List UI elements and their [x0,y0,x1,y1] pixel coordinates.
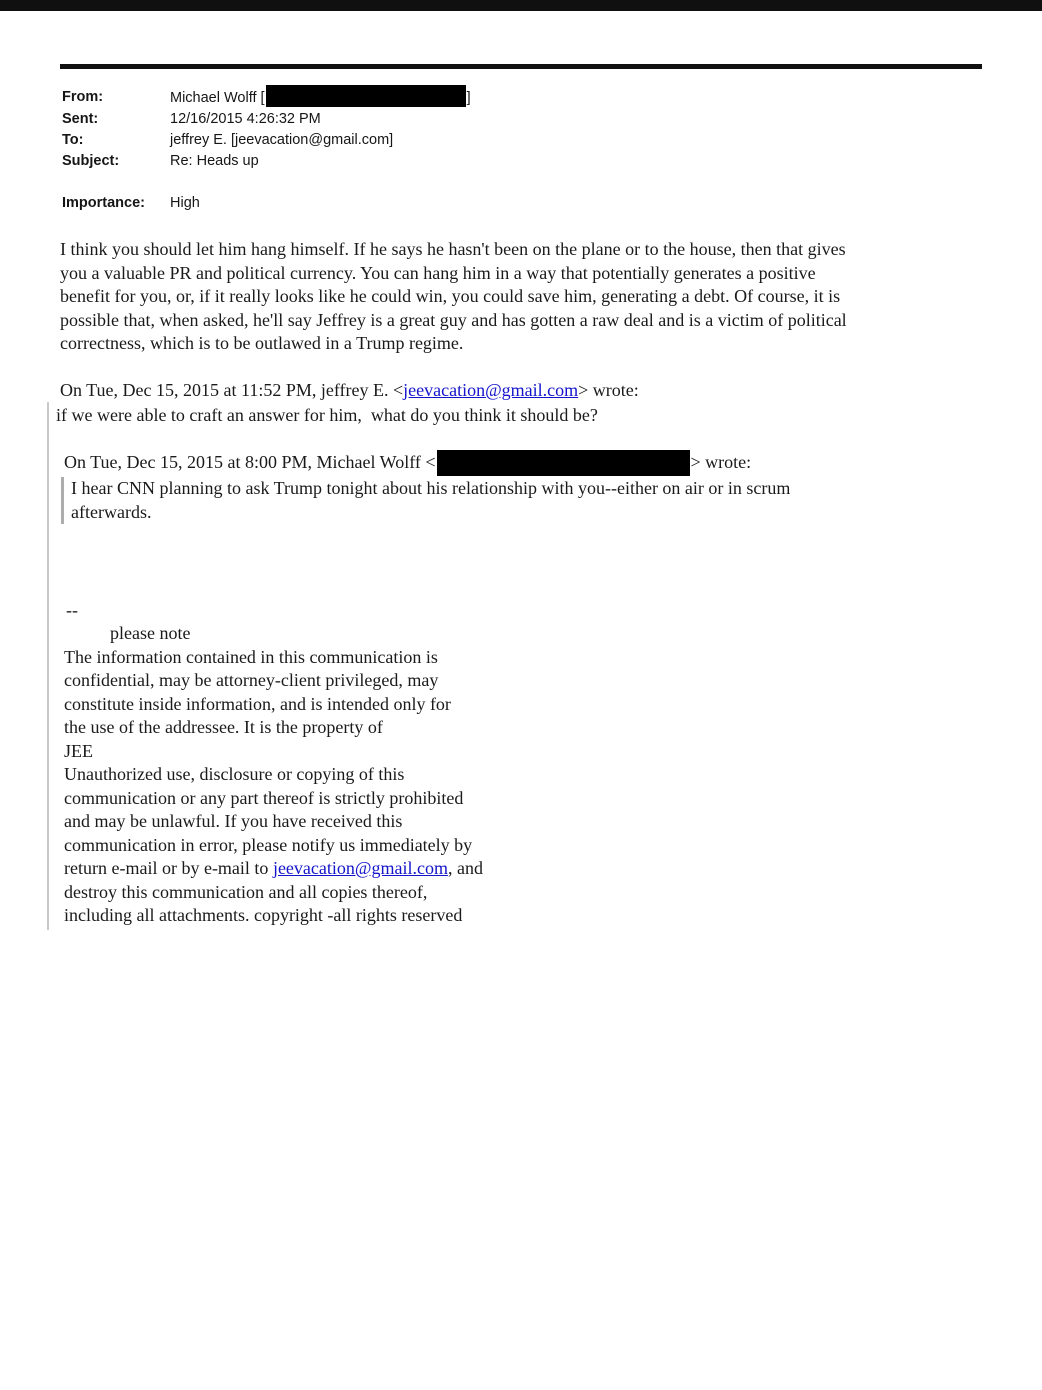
from-label: From: [62,89,104,105]
from-field [62,87,471,109]
quote2-attribution-pre: On Tue, Dec 15, 2015 at 8:00 PM, Michael Wolff < [64,452,436,473]
disclaimer-line: communication in error, please notify us immediately by [64,834,473,855]
redaction-bar-quote2 [437,450,690,476]
body-line: correctness, which is to be outlawed in a Trump regime. [60,333,464,353]
nested-quote-section [64,451,1012,524]
disclaimer-email-link[interactable]: jeevacation@gmail.com [272,858,448,878]
sent-label: Sent: [62,111,99,127]
email-body-paragraph [60,238,847,356]
body-line: I think you should let him hang himself. If he says he hasn't been on the plane or to the house, then that gives [60,239,846,259]
disclaimer-link-line [64,857,1012,881]
quote2-body-line: afterwards. [71,501,152,522]
quote-spacer [56,524,1012,548]
scan-top-edge-bar [0,0,1042,11]
quote-spacer [56,428,1012,452]
subject-value: Re: Heads up [170,153,259,169]
redaction-bar-from [266,85,466,107]
sent-value: 12/16/2015 4:26:32 PM [170,111,321,127]
disclaimer-line: including all attachments. copyright -all rights reserved [64,905,463,925]
from-value-suffix: ] [466,89,471,106]
legal-disclaimer [64,646,1012,928]
disclaimer-line: JEE [64,740,93,761]
quoted-message-block [47,402,1012,930]
quote-spacer [56,548,1012,572]
signature-note: please note [110,623,191,643]
body-line: you a valuable PR and political currency. You can hang him in a way that potentially generates a positive [60,262,816,283]
importance-value: High [170,195,200,211]
disclaimer-line: confidential, may be attorney-client privileged, may [64,670,439,690]
body-line: benefit for you, or, if it really looks like he could win, you could save him, generating a debt. Of course, it is [60,286,841,306]
email-header [62,87,471,214]
header-divider-rule [60,64,982,69]
subject-field [62,151,471,172]
disclaimer-link-pre: return e-mail or by e-mail to [64,858,273,878]
sent-field [62,109,471,130]
from-value-prefix: Michael Wolff [ [170,89,265,106]
to-label: To: [62,132,84,148]
disclaimer-line: Unauthorized use, disclosure or copying of this [64,764,405,784]
quote1-body-line: if we were able to craft an answer for him, what do you think it should be? [56,405,598,425]
quote1-attribution-post: > wrote: [578,380,639,400]
quote2-attribution-post: > wrote: [690,452,752,473]
signature-block [66,599,1012,646]
to-value: jeffrey E. [jeevacation@gmail.com] [170,132,394,148]
disclaimer-line: destroy this communication and all copies thereof, [64,881,428,902]
importance-label: Importance: [62,195,145,211]
quote-spacer [56,571,1012,595]
subject-label: Subject: [62,153,120,169]
to-field [62,130,471,151]
quote1-email-link[interactable]: jeevacation@gmail.com [403,380,579,400]
quote2-attribution-line [64,451,1012,477]
quote2-body-block [61,477,1012,524]
from-value [170,87,471,109]
quote2-body-line: I hear CNN planning to ask Trump tonight about his relationship with you--either on air or in scrum [71,478,791,498]
signature-separator: -- [66,599,78,620]
disclaimer-line: and may be unlawful. If you have received this [64,811,403,831]
header-spacer [62,172,471,193]
disclaimer-line: the use of the addressee. It is the property of [64,717,383,737]
disclaimer-line: communication or any part thereof is strictly prohibited [64,787,464,808]
quote1-attribution-line [60,379,639,403]
importance-field [62,193,471,214]
disclaimer-link-post: , and [447,858,483,878]
quote1-attribution-pre: On Tue, Dec 15, 2015 at 11:52 PM, jeffrey E. < [60,380,404,400]
disclaimer-line: The information contained in this communication is [64,646,438,667]
disclaimer-line: constitute inside information, and is intended only for [64,693,451,714]
body-line: possible that, when asked, he'll say Jeffrey is a great guy and has gotten a raw deal and is a victim of political [60,309,847,330]
